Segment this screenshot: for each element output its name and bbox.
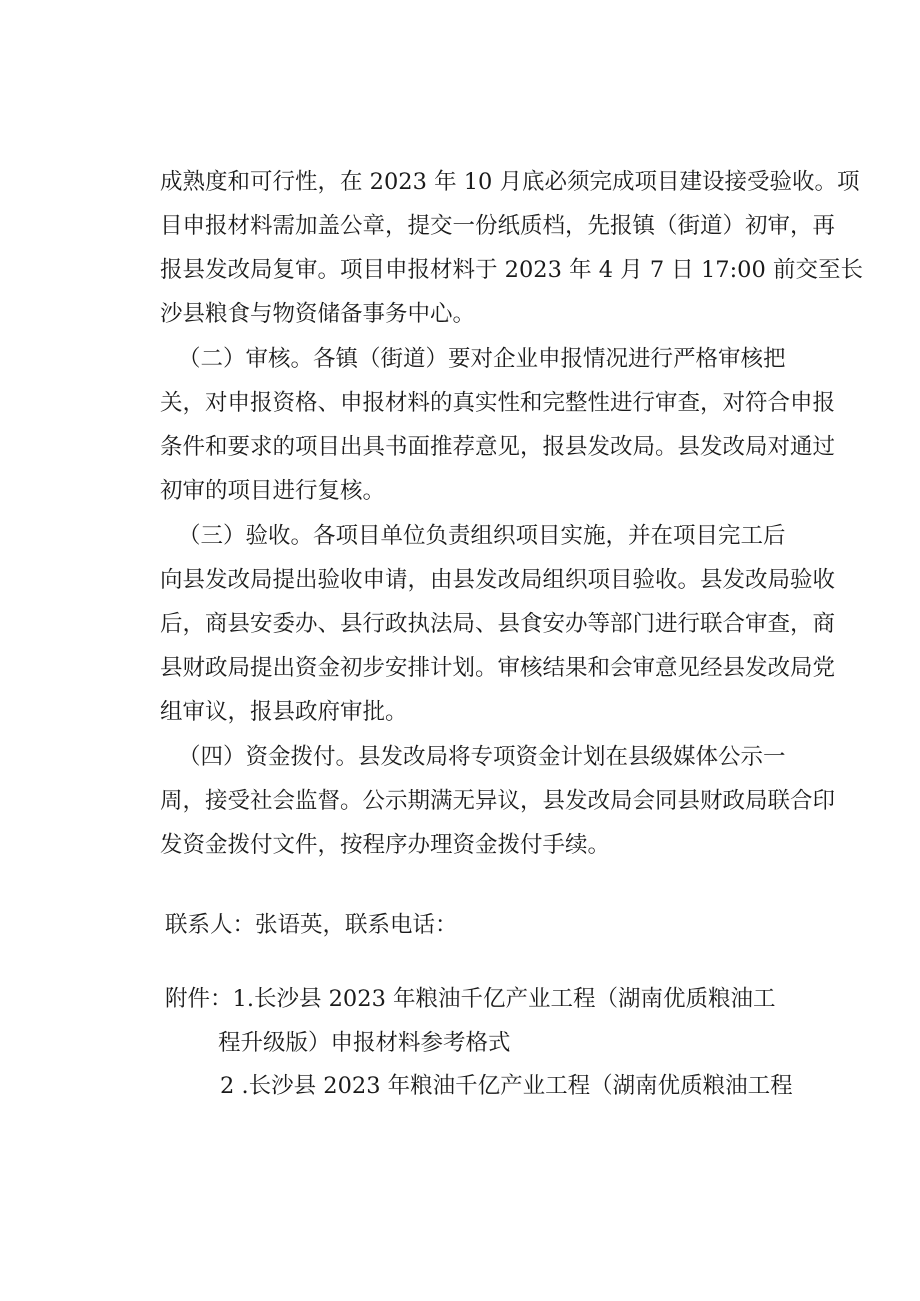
paragraph-line: 向县发改局提出验收申请，由县发改局组织项目验收。县发改局验收 [160,567,836,593]
paragraph-line: 沙县粮食与物资储备事务中心。 [160,301,476,327]
section-review-heading-line: （二）审核。各镇（街道）要对企业申报情况进行严格审核把 [178,346,786,372]
attachment-item-1: 附件：1.长沙县 2023 年粮油千亿产业工程（湖南优质粮油工 [165,986,776,1012]
attachment-item-2: 2 .长沙县 2023 年粮油千亿产业工程（湖南优质粮油工程 [220,1073,793,1099]
paragraph-line: 周，接受社会监督。公示期满无异议，县发改局会同县财政局联合印 [160,788,836,814]
paragraph-line: 条件和要求的项目出具书面推荐意见，报县发改局。县发改局对通过 [160,434,836,460]
paragraph-line: 报县发改局复审。项目申报材料于 2023 年 4 月 7 日 17:00 前交至长 [160,257,863,283]
section-funding-heading-line: （四）资金拨付。县发改局将专项资金计划在县级媒体公示一 [178,744,786,770]
paragraph-line: 发资金拨付文件，按程序办理资金拨付手续。 [160,832,611,858]
paragraph-line: 目申报材料需加盖公章，提交一份纸质档，先报镇（街道）初审，再 [160,213,836,239]
paragraph-line: 组审议，报县政府审批。 [160,699,408,725]
paragraph-line: 成熟度和可行性，在 2023 年 10 月底必须完成项目建设接受验收。项 [160,169,860,195]
paragraph-line: 后，商县安委办、县行政执法局、县食安办等部门进行联合审查，商 [160,611,836,637]
paragraph-line: 县财政局提出资金初步安排计划。审核结果和会审意见经县发改局党 [160,655,836,681]
paragraph-line: 初审的项目进行复核。 [160,478,386,504]
contact-line: 联系人：张语英，联系电话： [165,912,458,938]
section-acceptance-heading-line: （三）验收。各项目单位负责组织项目实施，并在项目完工后 [178,523,786,549]
paragraph-line: 关，对申报资格、申报材料的真实性和完整性进行审查，对符合申报 [160,390,836,416]
attachment-item-1-continuation: 程升级版）申报材料参考格式 [218,1030,511,1056]
